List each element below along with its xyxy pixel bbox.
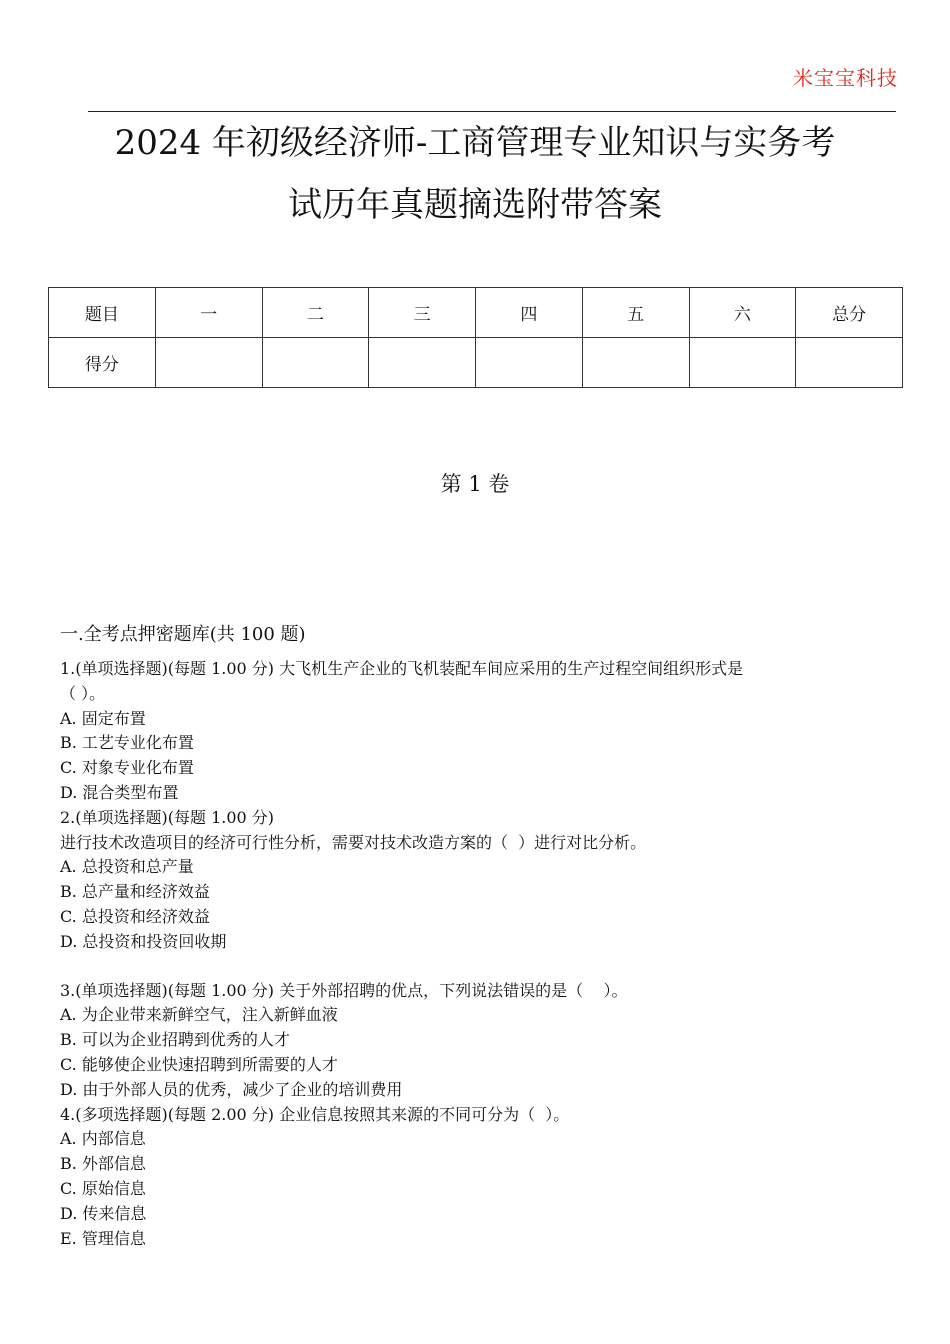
question-spacer [60,955,900,979]
answer-option: B. 总产量和经济效益 [60,882,210,902]
title-line-1: 2024 年初级经济师-工商管理专业知识与实务考 [114,123,836,163]
score-table-score-cell [582,338,689,388]
answer-option: C. 能够使企业快速招聘到所需要的人才 [60,1054,338,1074]
answer-option: C. 总投资和经济效益 [60,906,210,926]
answer-option: B. 工艺专业化布置 [60,733,194,753]
answer-option: A. 总投资和总产量 [60,857,194,877]
score-table-score-cell: 得分 [49,338,156,388]
brand-label: 米宝宝科技 [793,66,898,90]
score-table-score-cell [262,338,369,388]
document-title [40,112,910,236]
answer-option: A. 固定布置 [60,708,146,728]
question-block [60,657,900,806]
answer-option: C. 对象专业化布置 [60,758,194,778]
score-table-header-cell: 三 [369,288,476,338]
score-table-header-row [49,288,903,338]
score-table-score-cell [689,338,796,388]
score-table-score-cell [155,338,262,388]
score-table-header-cell: 二 [262,288,369,338]
title-line-2: 试历年真题摘选附带答案 [288,185,662,225]
answer-option: D. 混合类型布置 [60,782,179,802]
question-block [60,979,900,1103]
question-stem: （ ）。 [60,683,106,703]
answer-option: A. 内部信息 [60,1129,146,1149]
answer-option: B. 可以为企业招聘到优秀的人才 [60,1030,290,1050]
score-table-score-row [49,338,903,388]
answer-option: D. 传来信息 [60,1203,147,1223]
score-table-header-cell: 四 [476,288,583,338]
answer-option: D. 由于外部人员的优秀，减少了企业的培训费用 [60,1079,403,1099]
answer-option: D. 总投资和投资回收期 [60,931,227,951]
question-block [60,806,900,955]
score-table [48,287,903,388]
answer-option: A. 为企业带来新鲜空气，注入新鲜血液 [60,1005,338,1025]
volume-label: 第 1 卷 [440,472,510,496]
answer-option: C. 原始信息 [60,1178,146,1198]
score-table-score-cell [369,338,476,388]
question-stem: 进行技术改造项目的经济可行性分析，需要对技术改造方案的（ ）进行对比分析。 [60,832,647,852]
question-list [60,621,900,1251]
score-table-score-cell [476,338,583,388]
question-stem: 3.(单项选择题)(每题 1.00 分) 关于外部招聘的优点，下列说法错误的是（ ）。 [60,980,628,1000]
answer-option: B. 外部信息 [60,1154,146,1174]
section-heading: 一.全考点押密题库(共 100 题) [60,624,306,645]
score-table-header-cell: 六 [689,288,796,338]
score-table-header-cell: 题目 [49,288,156,338]
score-table-header-cell: 五 [582,288,689,338]
score-table-score-cell [796,338,903,388]
score-table-header-cell: 总分 [796,288,903,338]
answer-option: E. 管理信息 [60,1228,146,1248]
question-stem: 4.(多项选择题)(每题 2.00 分) 企业信息按照其来源的不同可分为（ ）。 [60,1104,570,1124]
question-block [60,1103,900,1252]
question-stem: 1.(单项选择题)(每题 1.00 分) 大飞机生产企业的飞机装配车间应采用的生产过程空间组织形式是 [60,659,744,678]
score-table-header-cell: 一 [155,288,262,338]
question-stem: 2.(单项选择题)(每题 1.00 分) [60,807,275,827]
